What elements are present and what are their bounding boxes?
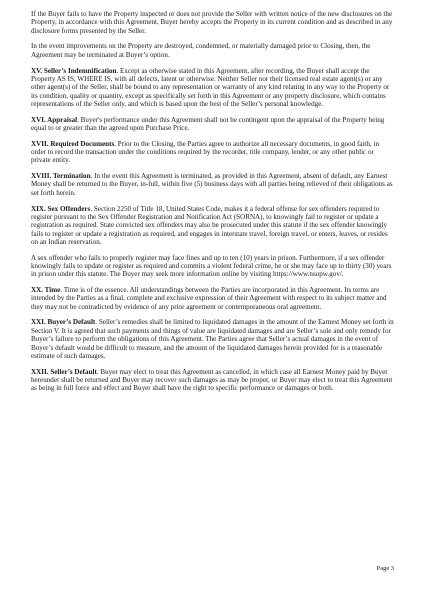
section-required-documents <box>31 140 395 165</box>
section-text: . In the event this Agreement is terminated, as provided in this Agreement, absent of default, any Earnest Money shall be returned to the Buyer, in-full, within five (5) business days with all parties being relieved of their obligations as set forth herein. <box>31 172 393 197</box>
section-seller-indemnification <box>31 67 395 109</box>
paragraph-text: If the Buyer fails to have the Property inspected or does not provide the Seller with written notice of the new disclosures on the Property, in accordance with this Agreement, Buyer hereby accepts the Property in its current condition and as described in any disclosure forms presented by the Seller. <box>31 10 393 35</box>
page-number: Page 3 <box>376 565 394 572</box>
section-text: . Section 2250 of Title 18, United States Code, makes it a federal offense for sex offenders required to register pursuant to the Sex Offender Registration and Notification Act (SORNA), to knowingly fail to register or update a registration as required. State convicted sex offenders may also be prosecuted under this statute if the sex offender knowingly fails to register or update a registration as required, and engages in interstate travel, foreign travel, or enters, leaves, or resides on an Indian reservation. <box>31 204 388 246</box>
paragraph-property-damage <box>31 42 395 59</box>
paragraph-text: In the event improvements on the Property are destroyed, condemned, or materially damaged prior to Closing, then, the Agreement may be terminated at Buyer’s option. <box>31 42 371 59</box>
section-text: . Seller’s remedies shall be limited to liquidated damages in the amount of the Earnest Money set forth in Section V. It is agreed that such payments and things of value are liquidated damages and are Seller’s sole and only remedy for Buyer’s failure to perform the obligations of this Agreement. The Parties agree that Seller’s actual damages in the event of Buyer’s default would be difficult to measure, and the amount of the liquidated damages herein provided for is a reasonable estimate of such damages. <box>31 318 394 360</box>
section-buyers-default <box>31 318 395 360</box>
paragraph-sex-offender-penalties <box>31 254 395 279</box>
paragraph-inspection-acceptance <box>31 10 395 35</box>
section-heading: XXI. Buyer’s Default <box>31 318 96 327</box>
section-text: . Buyer may elect to treat this Agreement as cancelled, in which case all Earnest Money paid by Buyer hereunder shall be returned and Buyer may recover such damages as may be proper, or Buyer may elect to treat this Agreement as being in full force and effect and Buyer shall have the right to specific performance or damages or both. <box>31 367 393 393</box>
paragraph-text: A sex offender who fails to properly register may face fines and up to ten (10) years in prison. Furthermore, if a sex offender knowingly fails to update or register as required and commits a violent federal crime, he or she may face up to thirty (30) years in prison under this statute. The Buyer may seek more information online by visiting https://www.nsopw.gov/. <box>31 253 392 279</box>
section-heading: XV. Seller’s Indemnification <box>31 66 117 75</box>
section-sex-offenders <box>31 205 395 247</box>
section-heading: XX. Time <box>31 286 61 295</box>
section-sellers-default <box>31 368 395 393</box>
section-heading: XIX. Sex Offenders <box>31 204 91 213</box>
section-appraisal <box>31 116 395 133</box>
section-time <box>31 286 395 311</box>
section-text: . Except as otherwise stated in this Agreement, after recording, the Buyer shall accept the Property AS IS, WHERE IS, with all defects, latent or otherwise. Neither Seller nor their licensed real estate agent(s) or any other agent(s) of the Seller, shall be bound to any representation or warranty of any kind relating in any way to the Property or its condition, quality or quantity, except as specifically set forth in this Agreement or any property disclosure, which contains representations of the Seller only, and which is based upon the best of the Seller’s personal knowledge. <box>31 66 390 108</box>
section-heading: XVIII. Termination <box>31 172 91 181</box>
section-text: . Prior to the Closing, the Parties agree to authorize all necessary documents, in good faith, in order to record the transaction under the conditions required by the recorder, title company, lender, or any other public or private entity. <box>31 139 380 165</box>
section-heading: XXII. Seller’s Default <box>31 367 97 376</box>
section-text: . Time is of the essence. All understandings between the Parties are incorporated in this Agreement. Its terms are intended by the Parties as a final, complete and exclusive expression of their Agreement with respect to its subject matter and they may not be contradicted by evidence of any prior agreement or contemporaneous oral agreement. <box>31 286 387 311</box>
section-termination <box>31 172 395 197</box>
section-text: . Buyer's performance under this Agreement shall not be contingent upon the appraisal of the Property being equal to or greater than the agreed upon Purchase Price. <box>31 115 385 132</box>
section-heading: XVI. Appraisal <box>31 115 78 124</box>
section-heading: XVII. Required Documents <box>31 139 115 148</box>
